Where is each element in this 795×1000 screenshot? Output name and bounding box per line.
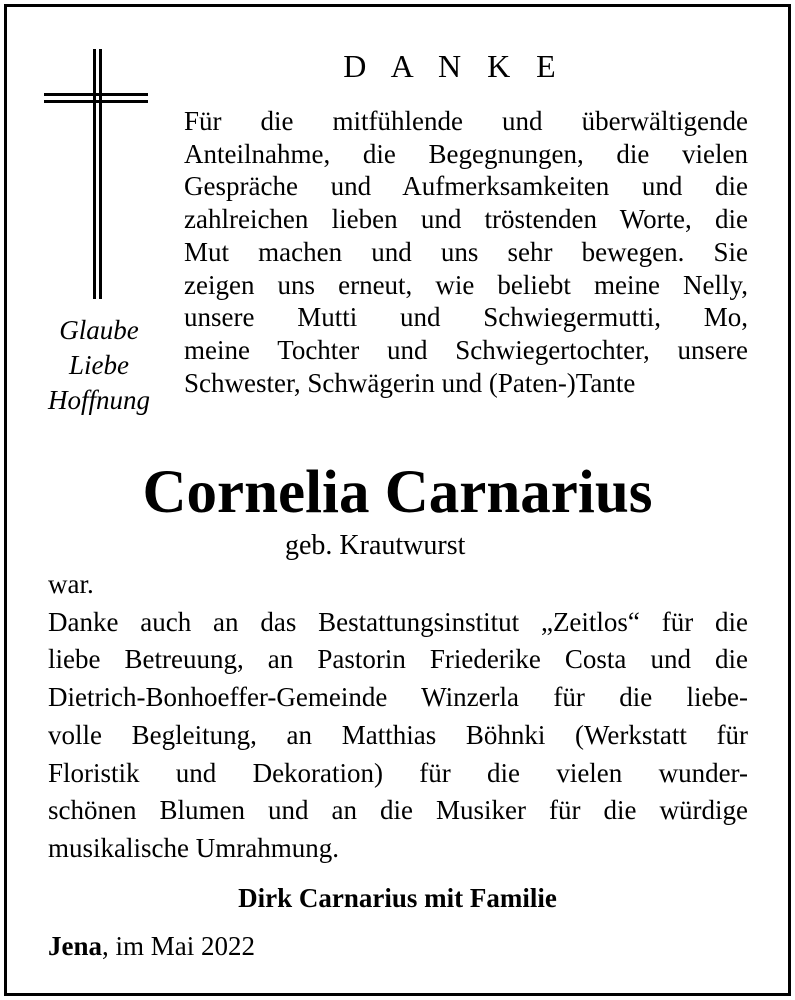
date-text: , im Mai 2022 [102, 931, 255, 961]
place-date [48, 928, 255, 964]
signature: Dirk Carnarius mit Familie [238, 883, 557, 913]
text-line: liebe Betreuung, an Pastorin Friederike Costa und die [48, 644, 748, 675]
motto [34, 313, 164, 418]
text-line: zahlreichen lieben und tröstenden Worte, die [184, 204, 748, 235]
intro-text [184, 105, 748, 399]
text-line: unsere Mutti und Schwiegermutti, Mo, [184, 302, 748, 333]
cross-icon [44, 49, 148, 299]
text-line: zeigen uns erneut, wie beliebt meine Nelly, [184, 269, 748, 300]
deceased-name: Cornelia Carnarius [142, 459, 653, 526]
text-line: meine Tochter und Schwiegertochter, unsere [184, 334, 748, 365]
motto-line: Glaube [59, 315, 139, 345]
body-text [48, 566, 748, 868]
text-line: Anteilnahme, die Begegnungen, die vielen [184, 138, 748, 169]
text-line: volle Begleitung, an Matthias Böhnki (Werkstatt für [48, 719, 748, 750]
text-line: Floristik und Dekoration) für die vielen wunder- [48, 757, 748, 788]
text-line: musikalische Umrahmung. [48, 832, 339, 863]
text-line: Für die mitfühlende und überwältigende [184, 106, 748, 136]
text-line: Mut machen und uns sehr bewegen. Sie [184, 236, 748, 267]
motto-line: Liebe [69, 350, 129, 380]
text-line: Danke auch an das Bestattungsinstitut „Zeitlos“ für die [48, 606, 748, 637]
text-line: Dietrich-Bonhoeffer-Gemeinde Winzerla für die liebe- [48, 682, 748, 713]
place-name: Jena [48, 931, 102, 961]
heading: D A N K E [343, 48, 565, 84]
motto-line: Hoffnung [47, 385, 150, 415]
text-line: Gespräche und Aufmerksamkeiten und die [184, 171, 748, 202]
text-line: Schwester, Schwägerin und (Paten-)Tante [184, 367, 636, 398]
text-line: schönen Blumen und an die Musiker für die würdige [48, 795, 748, 826]
maiden-name: geb. Krautwurst [285, 530, 466, 561]
text-line: war. [48, 569, 94, 599]
